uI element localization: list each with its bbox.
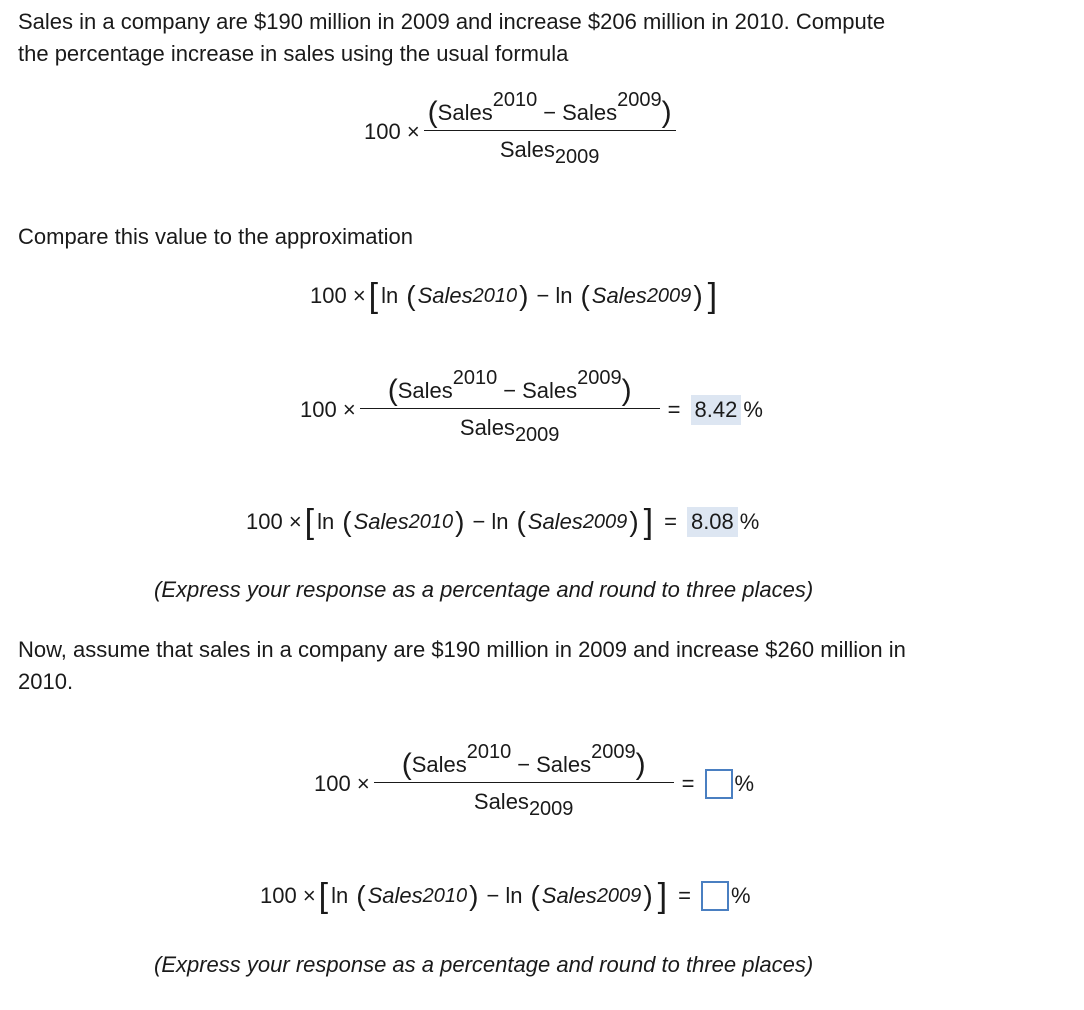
answer-percent-increase: 8.42 xyxy=(691,395,742,425)
part2-log-formula: 100 × [ ln ( Sales 2010 ) − ln ( Sales 2009 ) ] = % xyxy=(260,877,751,915)
compare-text: Compare this value to the approximation xyxy=(18,224,413,249)
intro-line-2: the percentage increase in sales using the usual formula xyxy=(18,41,569,66)
log-approximation-formula: 100 × [ ln ( Sales 2010 ) − ln ( Sales 2009 ) ] xyxy=(310,277,718,315)
part1-log-formula: 100 × [ ln ( Sales 2010 ) − ln ( Sales 2009 ) ] = 8.08 % xyxy=(246,503,760,541)
intro-line-1: Sales in a company are $190 million in 2009 and increase $206 million in 2010. Compute xyxy=(18,9,886,34)
rounding-note-1: (Express your response as a percentage and round to three places) xyxy=(154,577,814,602)
usual-formula xyxy=(364,89,676,168)
answer-input-percent-increase[interactable] xyxy=(705,769,733,799)
denominator: Sales$_{2009}$ xyxy=(499,137,600,168)
part2-line-2: 2010. xyxy=(18,669,74,694)
answer-log-approximation: 8.08 xyxy=(687,507,738,537)
coefficient: 100 × xyxy=(364,118,420,144)
numerator: ( Sales 2010 − Sales 2009 ) xyxy=(427,89,672,129)
answer-input-log-approximation[interactable] xyxy=(701,881,729,911)
problem-intro xyxy=(18,6,885,70)
part1-percent-formula: 100 × ( Sales 2010 − Sales 2009 ) Sales$_{2009}$ = 8.42 % xyxy=(300,367,763,446)
part2-line-1: Now, assume that sales in a company are $190 million in 2009 and increase $260 million in xyxy=(18,637,906,662)
fraction xyxy=(424,89,676,168)
rounding-note-2: (Express your response as a percentage and round to three places) xyxy=(154,952,814,977)
part2-intro xyxy=(18,634,906,698)
part2-percent-formula: 100 × ( Sales 2010 − Sales 2009 ) Sales$_{2009}$ = % xyxy=(314,741,755,820)
